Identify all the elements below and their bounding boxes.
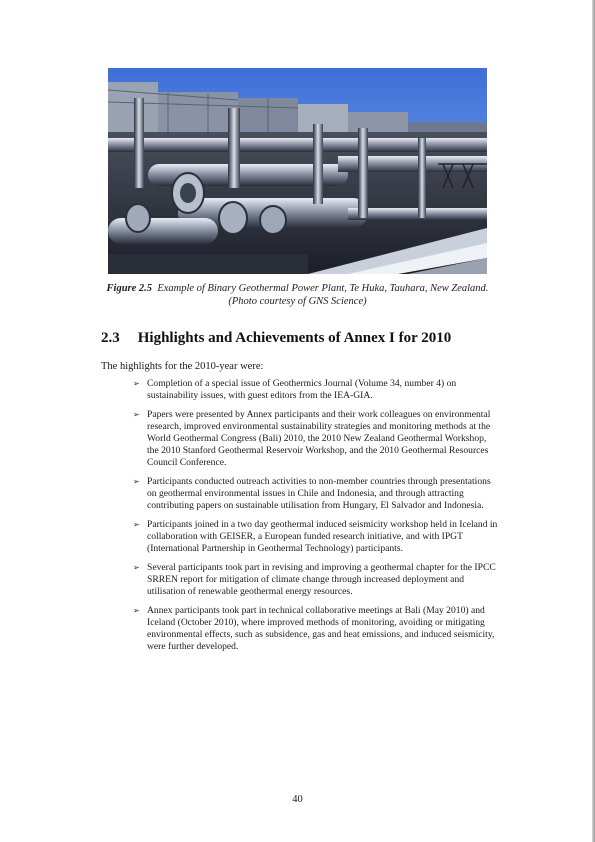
section-number: 2.3 [101, 330, 120, 346]
list-item-text: Participants joined in a two day geothermal induced seismicity workshop held in Iceland in collaboration with GEISER, a European funded research initiative, and with IPGT (International Partnership in Geothermal Technology) participants. [147, 519, 498, 554]
section-title: Highlights and Achievements of Annex I for 2010 [137, 330, 452, 346]
page-number: 40 [292, 794, 303, 805]
figure-caption [100, 282, 495, 308]
list-item [133, 378, 498, 402]
list-item-text: Participants conducted outreach activities to non-member countries through presentations on geothermal environmental issues in Chile and Indonesia, and through attracting contributing papers on sustainable utilisation from Hungary, El Salvador and Indonesia. [147, 476, 491, 511]
list-item [133, 605, 498, 653]
arrow-bullet-icon: ➢ [133, 563, 140, 572]
figure-label: Figure 2.5 [106, 283, 153, 294]
arrow-bullet-icon: ➢ [133, 520, 140, 529]
list-item [133, 562, 498, 598]
list-item [133, 519, 498, 555]
caption-text: Example of Binary Geothermal Power Plant, Te Huka, Tauhara, New Zealand. [157, 283, 489, 294]
list-item-text: Several participants took part in revising and improving a geothermal chapter for the IPCC SRREN report for mitigation of climate change through increased deployment and utilisation of renewable geothermal energy resources. [147, 562, 496, 597]
section-heading [101, 330, 541, 347]
list-item-text: Annex participants took part in technical collaborative meetings at Bali (May 2010) and Iceland (October 2010), where improved methods of monitoring, avoiding or mitigating environmental effects, such as subsidence, gas and heat emissions, and induced seismicity, were further developed. [147, 605, 495, 652]
arrow-bullet-icon: ➢ [133, 410, 140, 419]
caption-line-2: (Photo courtesy of GNS Science) [228, 296, 367, 307]
arrow-bullet-icon: ➢ [133, 379, 140, 388]
list-item [133, 476, 498, 512]
geothermal-plant-photo [108, 68, 487, 274]
list-item [133, 409, 498, 469]
caption-line-1 [100, 282, 495, 295]
arrow-bullet-icon: ➢ [133, 477, 140, 486]
list-item-text: Completion of a special issue of Geothermics Journal (Volume 34, number 4) on sustainability issues, with guest editors from the IEA-GIA. [147, 378, 457, 401]
list-item-text: Papers were presented by Annex participants and their work colleagues on environmental research, improved environmental sustainability strategies and monitoring methods at the World Geothermal Congress (Bali) 2010, the 2010 New Zealand Geothermal Workshop, the 2010 Stanford Geothermal Reservoir Workshop, and the 2010 Geothermal Resources Council Conference. [147, 409, 491, 468]
arrow-bullet-icon: ➢ [133, 606, 140, 615]
highlights-list [133, 378, 498, 660]
intro-paragraph: The highlights for the 2010-year were: [101, 361, 264, 372]
